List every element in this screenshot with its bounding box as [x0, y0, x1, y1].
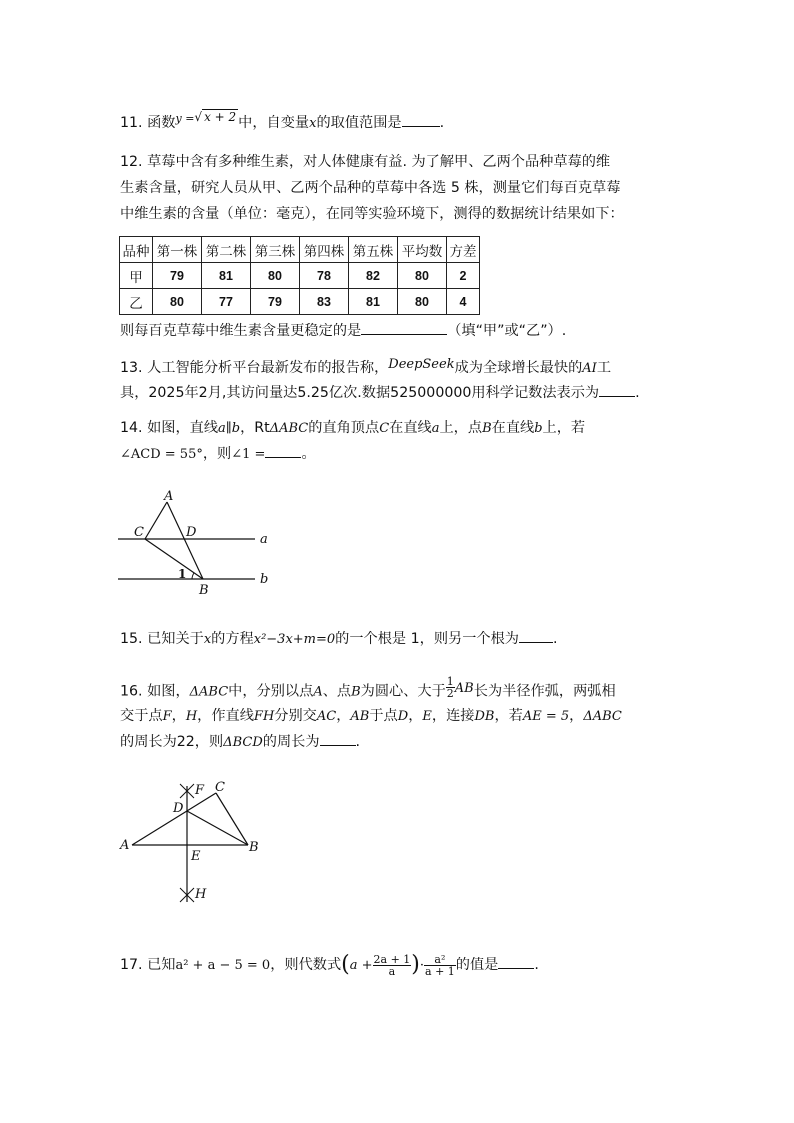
math-expr: AC — [316, 709, 337, 724]
perpendicular-bisector-figure — [115, 772, 275, 912]
math-expr: B — [482, 421, 492, 436]
question-text: ，则代数式 — [270, 957, 342, 973]
table-header-row — [120, 237, 480, 263]
question-14-line-1 — [120, 418, 585, 439]
math-expr: D — [397, 709, 409, 724]
denominator: a + 1 — [425, 964, 455, 978]
answer-blank[interactable] — [498, 954, 534, 969]
question-text: 14. 如图，直线 — [120, 420, 219, 436]
question-number: 11. — [120, 115, 143, 131]
question-text: 13. 人工智能分析平台最新发布的报告称， — [120, 360, 389, 376]
table-cell: 78 — [300, 263, 349, 289]
question-text: ，则 — [202, 446, 232, 462]
question-text: 在直线 — [389, 420, 432, 436]
question-text: 交于点 — [120, 708, 163, 724]
question-text: 的周长为 — [262, 734, 320, 750]
question-text: 的值是 — [455, 957, 499, 973]
label-A: A — [164, 489, 174, 504]
question-11 — [120, 112, 444, 134]
question-14-line-2 — [120, 443, 316, 465]
label-b: b — [260, 572, 269, 587]
label-H: H — [195, 887, 207, 902]
ai-term: AI — [582, 361, 597, 376]
question-text: ， — [408, 708, 423, 724]
table-cell: 80 — [398, 263, 447, 289]
question-15 — [120, 628, 557, 650]
square-root: √ x + 2 — [194, 110, 237, 124]
label-D: D — [186, 525, 197, 540]
fraction-half — [446, 676, 455, 699]
label-B: B — [249, 840, 259, 855]
right-paren: ) — [411, 952, 420, 977]
label-C: C — [134, 525, 144, 540]
numerator: a² — [424, 954, 456, 966]
table-cell: 77 — [202, 289, 251, 315]
answer-blank[interactable] — [519, 628, 553, 643]
strawberry-data-table — [119, 236, 480, 315]
question-text: 的直角顶点 — [308, 420, 380, 436]
math-expr: · — [419, 958, 425, 973]
table-cell: 79 — [251, 289, 300, 315]
table-header: 第五株 — [349, 237, 398, 263]
question-text: ， — [336, 708, 351, 724]
segment-CB — [216, 793, 248, 845]
question-17 — [120, 952, 539, 979]
question-text: ， — [171, 708, 186, 724]
question-text: 工 — [596, 360, 612, 376]
math-expr: AE = 5 — [522, 709, 570, 724]
answer-blank[interactable] — [361, 320, 447, 335]
question-text: 则每百克草莓中维生素含量更稳定的是 — [120, 323, 362, 339]
question-13-line-2 — [120, 382, 640, 403]
question-text: ，若 — [494, 708, 523, 724]
question-text: 的周长为22，则 — [120, 734, 224, 750]
question-text: 成为全球增长最快的 — [454, 360, 583, 376]
denominator: a — [388, 964, 396, 978]
fraction-2 — [424, 954, 456, 977]
period: . — [439, 115, 445, 131]
math-expr: a + — [349, 958, 373, 973]
math-expr: H — [185, 709, 198, 724]
formula-lhs: y = — [175, 112, 195, 125]
table-cell: 83 — [300, 289, 349, 315]
label-F: F — [195, 783, 205, 798]
math-expr: x — [203, 632, 212, 647]
math-expr: B — [351, 684, 361, 700]
question-16-line-3 — [120, 731, 360, 753]
question-text: 中，分别以点 — [228, 683, 314, 700]
question-12-line-2: 生素含量，研究人员从甲、乙两个品种的草莓中各选 5 株，测量它们每百克草莓 — [120, 180, 621, 196]
label-C: C — [215, 780, 225, 795]
equation: x²−3x+m=0 — [253, 632, 336, 647]
math-expr: C — [379, 421, 390, 436]
question-16-line-1 — [120, 675, 616, 703]
question-text: ，作直线 — [197, 708, 254, 724]
label-a: a — [260, 532, 268, 547]
question-16-line-2 — [120, 706, 622, 727]
variable: x — [309, 116, 317, 131]
period: . — [534, 957, 539, 973]
table-header: 品种 — [120, 237, 153, 263]
numerator: 2a + 1 — [373, 952, 411, 966]
label-E: E — [191, 849, 201, 864]
math-expr: AB — [454, 680, 474, 696]
angle-1-arc — [192, 573, 194, 579]
period: 。 — [301, 446, 316, 462]
table-cell: 81 — [202, 263, 251, 289]
question-text: 、点 — [322, 683, 352, 700]
question-text: 分别交 — [274, 708, 317, 724]
question-text: 15. 已知关于 — [120, 631, 204, 647]
question-text: 于点 — [369, 708, 398, 724]
math-expr: AB — [350, 709, 370, 724]
question-12-line-1: 12. 草莓中含有多种维生素，对人体健康有益. 为了解甲、乙两个品种草莓的维 — [120, 154, 611, 170]
question-text: 上，若 — [542, 420, 586, 436]
answer-hint: （填“甲”或“乙”）. — [447, 323, 567, 339]
numerator: 1 — [446, 675, 454, 688]
math-expr: A — [313, 684, 323, 700]
table-cell: 80 — [153, 289, 202, 315]
label-B: B — [199, 583, 209, 598]
brand-name: DeepSeek — [388, 357, 455, 372]
fraction-1 — [373, 954, 412, 977]
question-text: 上，点 — [439, 420, 483, 436]
question-text: 16. 如图， — [120, 683, 190, 700]
table-row — [120, 289, 480, 315]
question-text: 的一个根是 1，则另一个根为 — [335, 631, 519, 647]
question-13-line-1 — [120, 358, 611, 379]
math-expr: F — [162, 709, 172, 724]
table-header: 第四株 — [300, 237, 349, 263]
label-D: D — [173, 801, 184, 816]
math-expr: ΔABC — [269, 421, 309, 436]
answer-blank[interactable] — [402, 112, 440, 127]
math-expr: E — [422, 709, 432, 724]
table-cell: 4 — [447, 289, 480, 315]
question-text: 中，自变量 — [238, 115, 310, 131]
question-12-line-3: 中维生素的含量（单位：毫克），在同等实验环境下，测得的数据统计结果如下： — [120, 206, 624, 222]
question-text: 函数 — [147, 115, 176, 131]
table-cell: 81 — [349, 289, 398, 315]
answer-blank[interactable] — [599, 382, 635, 397]
table-row — [120, 263, 480, 289]
math-expr: a — [431, 421, 440, 436]
denominator: 2 — [446, 687, 454, 700]
math-expr: ∠ACD = 55° — [120, 447, 203, 462]
question-text: 在直线 — [491, 420, 535, 436]
table-header: 第二株 — [202, 237, 251, 263]
math-expr: a² + a − 5 = 0 — [175, 958, 271, 973]
question-text: 具，2025年2月,其访问量达5.25亿次.数据525000000用科学记数法表示为 — [120, 385, 600, 401]
question-text: ，Rt — [240, 420, 270, 436]
table-header: 方差 — [447, 237, 480, 263]
math-expr: ΔBCD — [223, 735, 263, 750]
table-header: 第三株 — [251, 237, 300, 263]
table-cell: 甲 — [120, 263, 153, 289]
question-text: 的方程 — [211, 631, 254, 647]
question-12-prompt — [120, 320, 566, 341]
table-cell: 乙 — [120, 289, 153, 315]
math-expr: b — [534, 421, 543, 436]
math-expr: ∠1 = — [231, 447, 266, 462]
table-header: 平均数 — [398, 237, 447, 263]
period: . — [552, 631, 558, 647]
table-cell: 2 — [447, 263, 480, 289]
table-cell: 80 — [398, 289, 447, 315]
table-cell: 82 — [349, 263, 398, 289]
question-text: ，连接 — [431, 708, 475, 724]
math-expr: FH — [253, 709, 275, 724]
answer-blank[interactable] — [265, 443, 301, 458]
table-cell: 79 — [153, 263, 202, 289]
segment-DB — [187, 811, 248, 845]
question-text: ， — [569, 708, 584, 724]
label-A: A — [120, 838, 130, 853]
question-text: 的取值范围是 — [316, 115, 402, 131]
left-paren: ( — [341, 952, 350, 977]
segment-CA — [145, 502, 167, 539]
question-text: 17. 已知 — [120, 957, 176, 973]
math-expr: ΔABC — [189, 684, 229, 700]
answer-blank[interactable] — [320, 731, 356, 746]
table-cell: 80 — [251, 263, 300, 289]
question-text: 为圆心、大于 — [360, 683, 446, 700]
period: . — [355, 734, 361, 750]
parallel-lines-figure — [110, 482, 280, 600]
table-header: 第一株 — [153, 237, 202, 263]
question-text: 长为半径作弧，两弧相 — [473, 683, 616, 700]
label-1: 1 — [178, 567, 187, 581]
math-expr: ΔABC — [583, 709, 622, 724]
math-expr: a∥b — [218, 421, 241, 436]
math-expr: DB — [474, 709, 495, 724]
period: . — [635, 385, 640, 401]
radicand: x + 2 — [204, 110, 237, 124]
